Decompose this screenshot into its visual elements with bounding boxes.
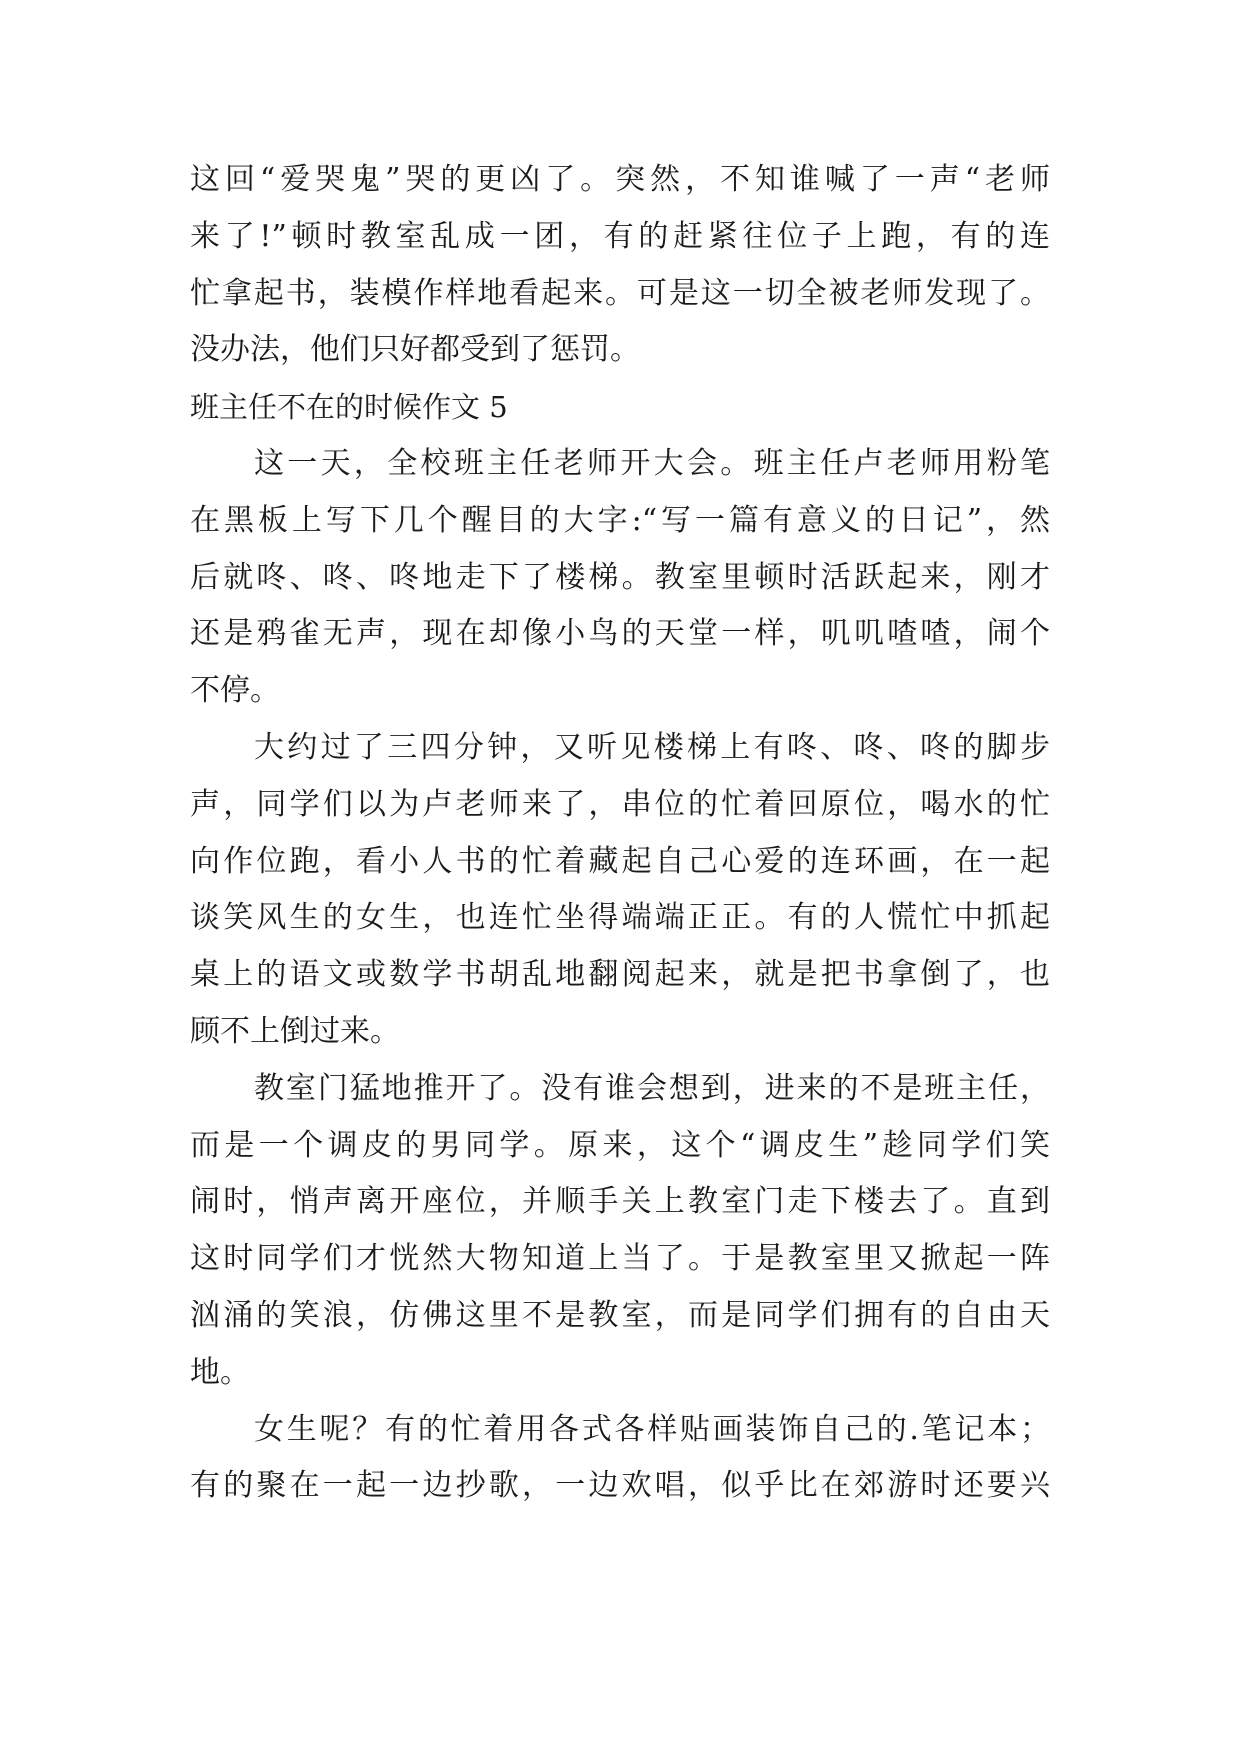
text-line: 谈笑风生的女生，也连忙坐得端端正正。有的人慌忙中抓起 xyxy=(190,900,1050,936)
text-line: 忙拿起书，装模作样地看起来。可是这一切全被老师发现了。 xyxy=(190,275,1050,311)
text-line: 还是鸦雀无声，现在却像小鸟的天堂一样，叽叽喳喳，闹个 xyxy=(190,616,1050,652)
text-line: 没办法，他们只好都受到了惩罚。 xyxy=(190,332,640,368)
paragraph-4 xyxy=(190,1402,1050,1516)
paragraph-intro xyxy=(190,152,1050,379)
text-line: 这一天，全校班主任老师开大会。班主任卢老师用粉笔 xyxy=(254,445,1050,481)
text-line: 女生呢？有的忙着用各式各样贴画装饰自己的.笔记本； xyxy=(254,1411,1050,1447)
section-title: 班主任不在的时候作文 5 xyxy=(190,390,508,425)
text-line: 后就咚、咚、咚地走下了楼梯。教室里顿时活跃起来，刚才 xyxy=(190,559,1050,595)
text-line: 大约过了三四分钟，又听见楼梯上有咚、咚、咚的脚步 xyxy=(254,729,1050,765)
paragraph-1 xyxy=(190,436,1050,720)
text-line: 顾不上倒过来。 xyxy=(190,1013,400,1049)
text-line: 在黑板上写下几个醒目的大字:“写一篇有意义的日记”，然 xyxy=(190,502,1050,538)
text-line: 教室门猛地推开了。没有谁会想到，进来的不是班主任， xyxy=(254,1070,1050,1106)
text-line: 汹涌的笑浪，仿佛这里不是教室，而是同学们拥有的自由天 xyxy=(190,1297,1050,1333)
paragraph-3 xyxy=(190,1061,1050,1402)
text-line: 闹时，悄声离开座位，并顺手关上教室门走下楼去了。直到 xyxy=(190,1184,1050,1220)
text-line: 地。 xyxy=(190,1354,250,1390)
text-line: 不停。 xyxy=(190,673,280,709)
text-line: 来了!”顿时教室乱成一团，有的赶紧往位子上跑，有的连 xyxy=(190,218,1050,254)
text-line: 这时同学们才恍然大物知道上当了。于是教室里又掀起一阵 xyxy=(190,1241,1050,1277)
document-body xyxy=(190,152,1050,1515)
text-line: 桌上的语文或数学书胡乱地翻阅起来，就是把书拿倒了，也 xyxy=(190,957,1050,993)
paragraph-2 xyxy=(190,720,1050,1061)
text-line: 有的聚在一起一边抄歌，一边欢唱，似乎比在郊游时还要兴 xyxy=(190,1468,1050,1504)
text-line: 声，同学们以为卢老师来了，串位的忙着回原位，喝水的忙 xyxy=(190,786,1050,822)
text-line: 这回“爱哭鬼”哭的更凶了。突然，不知谁喊了一声“老师 xyxy=(190,162,1050,197)
text-line: 而是一个调皮的男同学。原来，这个“调皮生”趁同学们笑 xyxy=(190,1127,1050,1163)
text-line: 向作位跑，看小人书的忙着藏起自己心爱的连环画，在一起 xyxy=(190,843,1050,879)
